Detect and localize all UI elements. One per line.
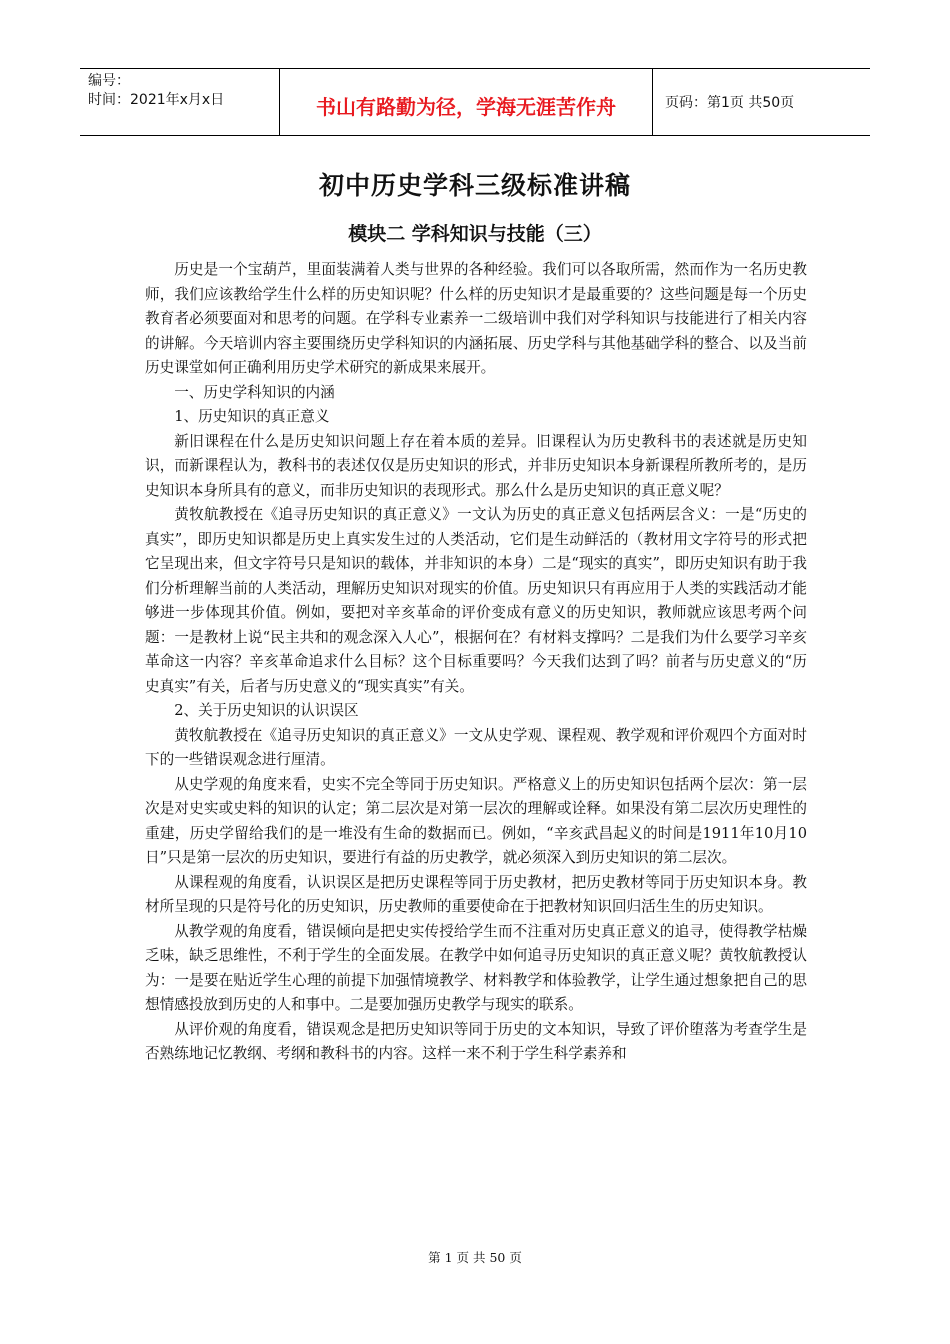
paragraph: 从史学观的角度来看，史实不完全等同于历史知识。严格意义上的历史知识包括两个层次：第一层次是对史实或史料的知识的认定；第二层次是对第一层次的理解或诠释。如果没有第二层次历史理性的重建，历史学留给我们的是一堆没有生命的数据而已。例如，“辛亥武昌起义的时间是1911年10月10日”只是第一层次的历史知识，要进行有益的历史教学，就必须深入到历史知识的第二层次。 xyxy=(145,775,807,866)
section-heading: 一、历史学科知识的内涵 xyxy=(174,383,335,401)
header-meta xyxy=(80,69,280,135)
paragraph: 从教学观的角度看，错误倾向是把史实传授给学生而不注重对历史真正意义的追寻，使得教学枯燥乏味，缺乏思维性，不利于学生的全面发展。在教学中如何追寻历史知识的真正意义呢？黄牧航教授认为：一是要在贴近学生心理的前提下加强情境教学、材料教学和体验教学，让学生通过想象把自己的思想情感投放到历史的人和事中。二是要加强历史教学与现实的联系。 xyxy=(145,922,807,1013)
number-label: 编号： xyxy=(88,73,130,89)
page-label: 页码：第1页 共50页 xyxy=(665,95,795,111)
document-subtitle: 模块二 学科知识与技能（三） xyxy=(348,223,602,245)
page-header xyxy=(80,68,870,136)
paragraph: 历史是一个宝葫芦，里面装满着人类与世界的各种经验。我们可以各取所需，然而作为一名历史教师，我们应该教给学生什么样的历史知识呢？什么样的历史知识才是最重要的？这些问题是每一个历史教育者必须要面对和思考的问题。在学科专业素养一二级培训中我们对学科知识与技能进行了相关内容的讲解。今天培训内容主要围绕历史学科知识的内涵拓展、历史学科与其他基础学科的整合、以及当前历史课堂如何正确利用历史学术研究的新成果来展开。 xyxy=(145,261,807,376)
subsection-heading: 2、关于历史知识的认识误区 xyxy=(174,702,359,719)
paragraph: 黄牧航教授在《追寻历史知识的真正意义》一文认为历史的真正意义包括两层含义：一是“历史的真实”，即历史知识都是历史上真实发生过的人类活动，它们是生动鲜活的（教材用文字符号的形式把它呈现出来，但文字符号只是知识的载体，并非知识的本身）二是“现实的真实”，即历史知识有助于我们分析理解当前的人类活动，理解历史知识对现实的价值。历史知识只有再应用于人类的实践活动才能够进一步体现其价值。例如，要把对辛亥革命的评价变成有意义的历史知识，教师就应该思考两个问题：一是教材上说“民主共和的观念深入人心”，根据何在？有材料支撑吗？二是我们为什么要学习辛亥革命这一内容？辛亥革命追求什么目标？这个目标重要吗？今天我们达到了吗？前者与历史意义的“历史真实”有关，后者与历史意义的“现实真实”有关。 xyxy=(145,506,807,695)
paragraph: 从评价观的角度看，错误观念是把历史知识等同于历史的文本知识，导致了评价堕落为考查学生是否熟练地记忆教纲、考纲和教科书的内容。这样一来不利于学生科学素养和 xyxy=(145,1020,807,1062)
body-text xyxy=(145,258,807,1067)
page-footer: 第 1 页 共 50 页 xyxy=(428,1250,522,1265)
subsection-heading: 1、历史知识的真正意义 xyxy=(174,408,330,425)
date-label: 时间：2021年x月x日 xyxy=(88,92,225,108)
paragraph: 从课程观的角度看，认识误区是把历史课程等同于历史教材，把历史教材等同于历史知识本身。教材所呈现的只是符号化的历史知识，历史教师的重要使命在于把教材知识回归活生生的历史知识。 xyxy=(145,873,807,915)
motto: 书山有路勤为径，学海无涯苦作舟 xyxy=(280,69,653,135)
paragraph: 新旧课程在什么是历史知识问题上存在着本质的差异。旧课程认为历史教科书的表述就是历史知识，而新课程认为，教科书的表述仅仅是历史知识的形式，并非历史知识本身新课程所教所考的，是历史知识本身所具有的意义，而非历史知识的表现形式。那么什么是历史知识的真正意义呢？ xyxy=(145,432,807,499)
document-title: 初中历史学科三级标准讲稿 xyxy=(318,171,631,200)
paragraph: 黄牧航教授在《追寻历史知识的真正意义》一文从史学观、课程观、教学观和评价观四个方面对时下的一些错误观念进行厘清。 xyxy=(145,726,807,768)
